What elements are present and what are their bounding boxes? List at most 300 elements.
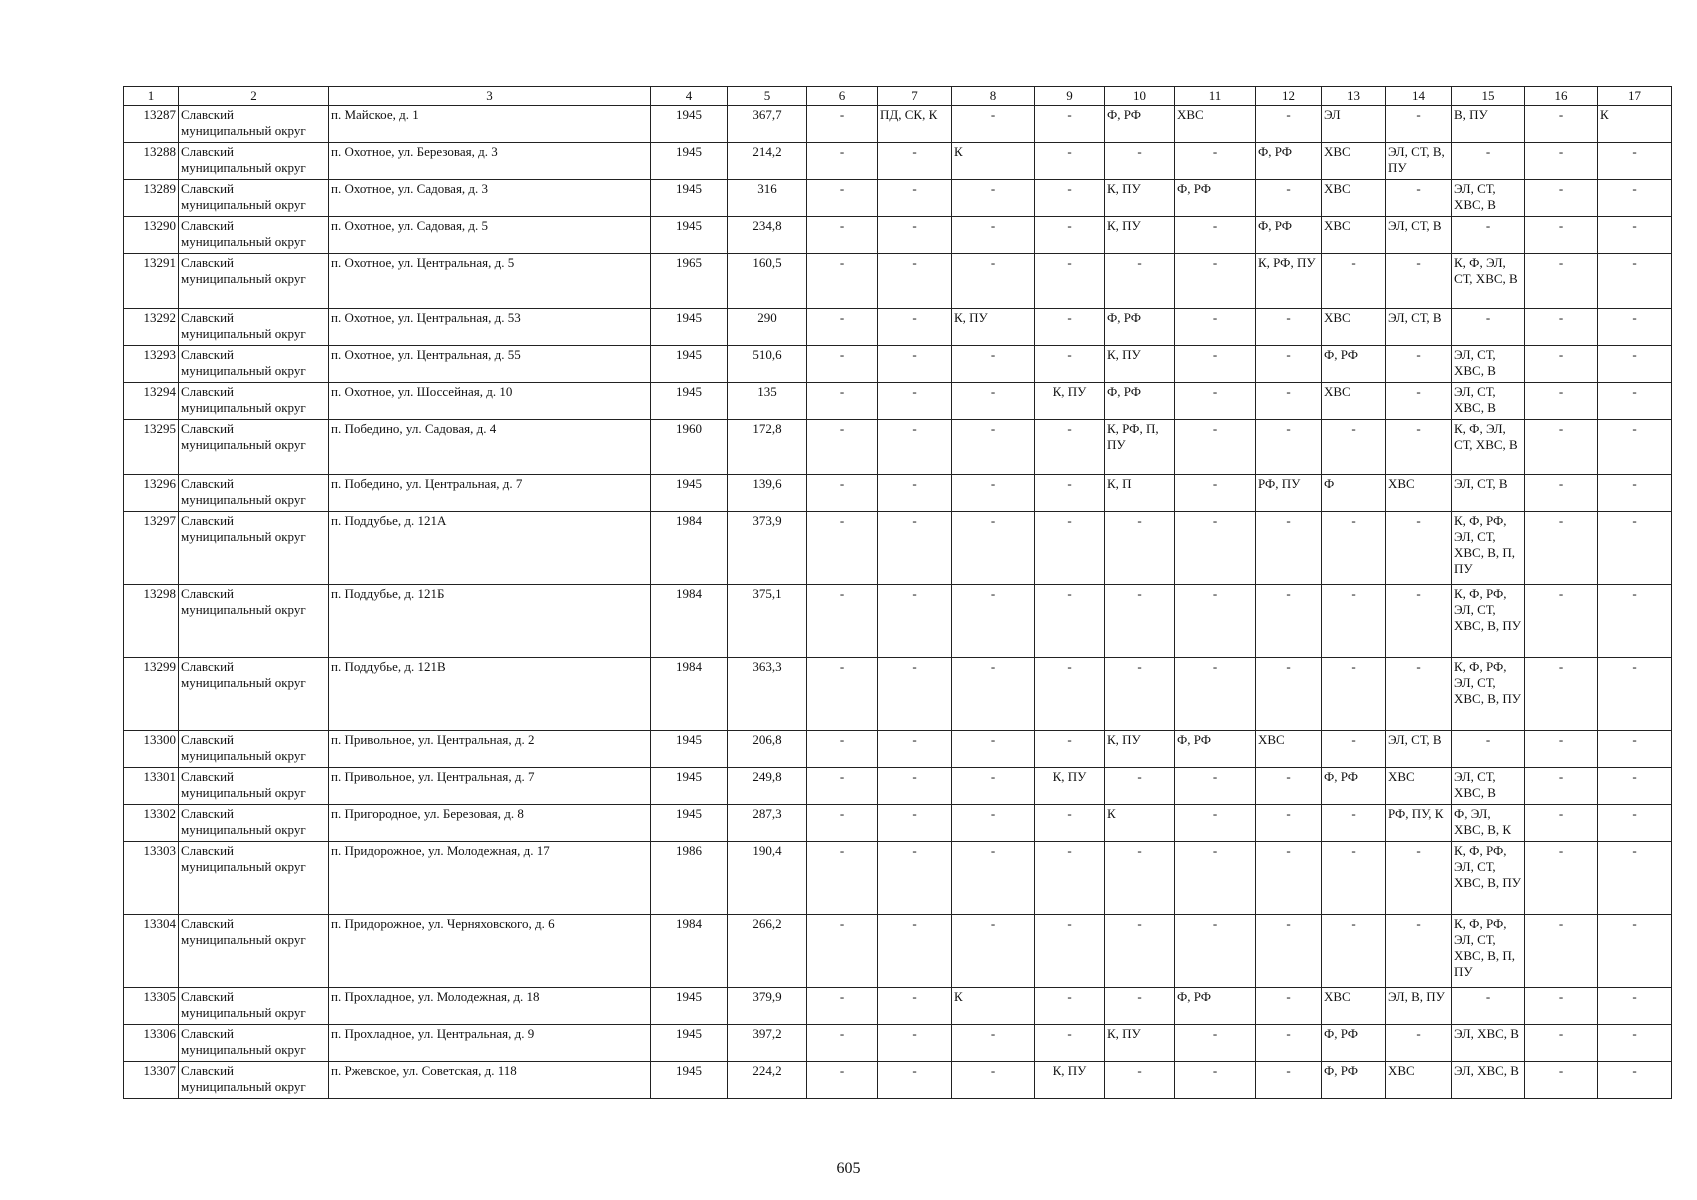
cell-col-5: 214,2 — [728, 143, 807, 180]
cell-col-1: 13297 — [124, 512, 179, 585]
cell-col-17: - — [1598, 988, 1672, 1025]
cell-col-4: 1965 — [651, 254, 728, 309]
cell-col-15: ЭЛ, СТ, ХВС, В — [1452, 768, 1525, 805]
cell-col-8: К, ПУ — [952, 309, 1035, 346]
cell-col-1: 13302 — [124, 805, 179, 842]
cell-col-15: - — [1452, 217, 1525, 254]
cell-col-4: 1984 — [651, 915, 728, 988]
cell-col-10: - — [1105, 915, 1175, 988]
table-row — [124, 217, 1672, 254]
table-row — [124, 805, 1672, 842]
cell-col-11: - — [1175, 346, 1256, 383]
cell-col-17: - — [1598, 1025, 1672, 1062]
cell-col-17: - — [1598, 842, 1672, 915]
cell-col-11: - — [1175, 475, 1256, 512]
table-row — [124, 512, 1672, 585]
cell-col-10: - — [1105, 143, 1175, 180]
cell-col-8: - — [952, 805, 1035, 842]
cell-col-5: 172,8 — [728, 420, 807, 475]
cell-col-14: - — [1386, 842, 1452, 915]
cell-col-15: ЭЛ, СТ, ХВС, В — [1452, 383, 1525, 420]
column-header-1: 1 — [124, 87, 179, 106]
cell-col-8: - — [952, 915, 1035, 988]
cell-col-7: - — [878, 346, 952, 383]
cell-col-17: - — [1598, 731, 1672, 768]
table-row — [124, 383, 1672, 420]
cell-col-7: - — [878, 180, 952, 217]
cell-col-14: - — [1386, 346, 1452, 383]
cell-col-9: - — [1035, 346, 1105, 383]
cell-col-15: ЭЛ, СТ, В — [1452, 475, 1525, 512]
cell-col-3: п. Охотное, ул. Садовая, д. 3 — [329, 180, 651, 217]
cell-col-15: К, Ф, РФ, ЭЛ, СТ, ХВС, В, ПУ — [1452, 658, 1525, 731]
column-header-9: 9 — [1035, 87, 1105, 106]
cell-col-12: - — [1256, 309, 1322, 346]
cell-col-16: - — [1525, 346, 1598, 383]
column-header-4: 4 — [651, 87, 728, 106]
cell-col-5: 363,3 — [728, 658, 807, 731]
cell-col-6: - — [807, 842, 878, 915]
cell-col-2: Славский муниципальный округ — [179, 254, 329, 309]
cell-col-12: - — [1256, 1025, 1322, 1062]
cell-col-4: 1984 — [651, 512, 728, 585]
table-row — [124, 254, 1672, 309]
table-row — [124, 309, 1672, 346]
cell-col-13: - — [1322, 254, 1386, 309]
cell-col-3: п. Победино, ул. Центральная, д. 7 — [329, 475, 651, 512]
cell-col-10: К, РФ, П, ПУ — [1105, 420, 1175, 475]
cell-col-3: п. Придорожное, ул. Молодежная, д. 17 — [329, 842, 651, 915]
cell-col-16: - — [1525, 768, 1598, 805]
cell-col-6: - — [807, 309, 878, 346]
cell-col-1: 13288 — [124, 143, 179, 180]
cell-col-5: 234,8 — [728, 217, 807, 254]
cell-col-5: 510,6 — [728, 346, 807, 383]
cell-col-8: - — [952, 254, 1035, 309]
cell-col-9: К, ПУ — [1035, 383, 1105, 420]
cell-col-7: - — [878, 254, 952, 309]
cell-col-7: - — [878, 915, 952, 988]
table-row — [124, 106, 1672, 143]
cell-col-1: 13303 — [124, 842, 179, 915]
cell-col-8: - — [952, 420, 1035, 475]
table-row — [124, 143, 1672, 180]
cell-col-3: п. Прохладное, ул. Молодежная, д. 18 — [329, 988, 651, 1025]
cell-col-16: - — [1525, 988, 1598, 1025]
cell-col-5: 135 — [728, 383, 807, 420]
cell-col-4: 1945 — [651, 346, 728, 383]
cell-col-2: Славский муниципальный округ — [179, 106, 329, 143]
cell-col-9: - — [1035, 585, 1105, 658]
cell-col-8: К — [952, 988, 1035, 1025]
cell-col-6: - — [807, 217, 878, 254]
cell-col-8: - — [952, 346, 1035, 383]
cell-col-3: п. Охотное, ул. Центральная, д. 55 — [329, 346, 651, 383]
column-header-2: 2 — [179, 87, 329, 106]
cell-col-1: 13301 — [124, 768, 179, 805]
table-row — [124, 988, 1672, 1025]
column-header-13: 13 — [1322, 87, 1386, 106]
cell-col-14: ХВС — [1386, 1062, 1452, 1099]
table-row — [124, 1062, 1672, 1099]
cell-col-6: - — [807, 1062, 878, 1099]
cell-col-13: - — [1322, 512, 1386, 585]
cell-col-1: 13294 — [124, 383, 179, 420]
cell-col-11: - — [1175, 1062, 1256, 1099]
cell-col-14: - — [1386, 658, 1452, 731]
cell-col-17: К — [1598, 106, 1672, 143]
cell-col-9: - — [1035, 842, 1105, 915]
cell-col-16: - — [1525, 1025, 1598, 1062]
cell-col-2: Славский муниципальный округ — [179, 143, 329, 180]
cell-col-16: - — [1525, 915, 1598, 988]
column-header-16: 16 — [1525, 87, 1598, 106]
cell-col-12: - — [1256, 768, 1322, 805]
cell-col-7: - — [878, 217, 952, 254]
register-table — [123, 86, 1672, 1099]
table-row — [124, 475, 1672, 512]
cell-col-12: - — [1256, 180, 1322, 217]
cell-col-6: - — [807, 420, 878, 475]
cell-col-10: Ф, РФ — [1105, 383, 1175, 420]
cell-col-6: - — [807, 254, 878, 309]
cell-col-15: К, Ф, РФ, ЭЛ, СТ, ХВС, В, П, ПУ — [1452, 512, 1525, 585]
table-row — [124, 915, 1672, 988]
cell-col-7: - — [878, 842, 952, 915]
cell-col-13: Ф — [1322, 475, 1386, 512]
cell-col-13: - — [1322, 842, 1386, 915]
cell-col-7: - — [878, 988, 952, 1025]
column-header-17: 17 — [1598, 87, 1672, 106]
cell-col-11: Ф, РФ — [1175, 988, 1256, 1025]
cell-col-4: 1984 — [651, 658, 728, 731]
cell-col-17: - — [1598, 346, 1672, 383]
cell-col-14: - — [1386, 383, 1452, 420]
cell-col-15: Ф, ЭЛ, ХВС, В, К — [1452, 805, 1525, 842]
cell-col-14: ЭЛ, СТ, В — [1386, 217, 1452, 254]
cell-col-1: 13300 — [124, 731, 179, 768]
cell-col-5: 316 — [728, 180, 807, 217]
cell-col-3: п. Охотное, ул. Березовая, д. 3 — [329, 143, 651, 180]
cell-col-16: - — [1525, 512, 1598, 585]
cell-col-17: - — [1598, 309, 1672, 346]
cell-col-10: К — [1105, 805, 1175, 842]
cell-col-6: - — [807, 988, 878, 1025]
cell-col-8: - — [952, 731, 1035, 768]
cell-col-3: п. Охотное, ул. Центральная, д. 5 — [329, 254, 651, 309]
column-header-5: 5 — [728, 87, 807, 106]
table-row — [124, 585, 1672, 658]
cell-col-16: - — [1525, 217, 1598, 254]
cell-col-9: - — [1035, 106, 1105, 143]
cell-col-12: - — [1256, 988, 1322, 1025]
cell-col-1: 13304 — [124, 915, 179, 988]
cell-col-15: ЭЛ, СТ, ХВС, В — [1452, 180, 1525, 217]
cell-col-10: К, ПУ — [1105, 346, 1175, 383]
cell-col-6: - — [807, 731, 878, 768]
cell-col-5: 379,9 — [728, 988, 807, 1025]
cell-col-12: - — [1256, 106, 1322, 143]
column-header-8: 8 — [952, 87, 1035, 106]
cell-col-1: 13292 — [124, 309, 179, 346]
cell-col-13: - — [1322, 915, 1386, 988]
cell-col-7: - — [878, 731, 952, 768]
cell-col-3: п. Прохладное, ул. Центральная, д. 9 — [329, 1025, 651, 1062]
cell-col-5: 266,2 — [728, 915, 807, 988]
table-row — [124, 731, 1672, 768]
cell-col-16: - — [1525, 1062, 1598, 1099]
cell-col-1: 13307 — [124, 1062, 179, 1099]
cell-col-2: Славский муниципальный округ — [179, 383, 329, 420]
cell-col-10: К, ПУ — [1105, 731, 1175, 768]
cell-col-15: К, Ф, РФ, ЭЛ, СТ, ХВС, В, ПУ — [1452, 842, 1525, 915]
cell-col-13: Ф, РФ — [1322, 1025, 1386, 1062]
cell-col-9: - — [1035, 731, 1105, 768]
cell-col-2: Славский муниципальный округ — [179, 309, 329, 346]
cell-col-13: - — [1322, 585, 1386, 658]
cell-col-9: - — [1035, 254, 1105, 309]
cell-col-4: 1945 — [651, 1025, 728, 1062]
cell-col-6: - — [807, 768, 878, 805]
cell-col-8: - — [952, 475, 1035, 512]
cell-col-12: РФ, ПУ — [1256, 475, 1322, 512]
cell-col-3: п. Поддубье, д. 121Б — [329, 585, 651, 658]
cell-col-5: 249,8 — [728, 768, 807, 805]
cell-col-17: - — [1598, 805, 1672, 842]
cell-col-3: п. Победино, ул. Садовая, д. 4 — [329, 420, 651, 475]
cell-col-2: Славский муниципальный округ — [179, 988, 329, 1025]
page-number: 605 — [836, 1160, 861, 1177]
cell-col-2: Славский муниципальный округ — [179, 585, 329, 658]
cell-col-2: Славский муниципальный округ — [179, 1062, 329, 1099]
cell-col-11: - — [1175, 383, 1256, 420]
cell-col-13: - — [1322, 658, 1386, 731]
cell-col-11: - — [1175, 420, 1256, 475]
cell-col-7: - — [878, 1025, 952, 1062]
cell-col-17: - — [1598, 180, 1672, 217]
cell-col-10: К, ПУ — [1105, 1025, 1175, 1062]
cell-col-10: К, ПУ — [1105, 180, 1175, 217]
cell-col-7: - — [878, 585, 952, 658]
cell-col-14: - — [1386, 420, 1452, 475]
cell-col-3: п. Придорожное, ул. Черняховского, д. 6 — [329, 915, 651, 988]
cell-col-3: п. Ржевское, ул. Советская, д. 118 — [329, 1062, 651, 1099]
cell-col-17: - — [1598, 1062, 1672, 1099]
column-header-7: 7 — [878, 87, 952, 106]
column-header-10: 10 — [1105, 87, 1175, 106]
cell-col-10: - — [1105, 988, 1175, 1025]
cell-col-13: ХВС — [1322, 180, 1386, 217]
cell-col-16: - — [1525, 585, 1598, 658]
cell-col-5: 290 — [728, 309, 807, 346]
cell-col-2: Славский муниципальный округ — [179, 475, 329, 512]
table-row — [124, 346, 1672, 383]
cell-col-7: - — [878, 768, 952, 805]
cell-col-3: п. Поддубье, д. 121А — [329, 512, 651, 585]
cell-col-2: Славский муниципальный округ — [179, 658, 329, 731]
cell-col-13: - — [1322, 420, 1386, 475]
cell-col-4: 1945 — [651, 180, 728, 217]
cell-col-12: ХВС — [1256, 731, 1322, 768]
table-row — [124, 768, 1672, 805]
cell-col-3: п. Поддубье, д. 121В — [329, 658, 651, 731]
cell-col-2: Славский муниципальный округ — [179, 420, 329, 475]
cell-col-7: - — [878, 805, 952, 842]
cell-col-5: 190,4 — [728, 842, 807, 915]
cell-col-15: ЭЛ, СТ, ХВС, В — [1452, 346, 1525, 383]
cell-col-5: 287,3 — [728, 805, 807, 842]
cell-col-7: - — [878, 658, 952, 731]
cell-col-16: - — [1525, 420, 1598, 475]
cell-col-10: - — [1105, 254, 1175, 309]
cell-col-10: - — [1105, 1062, 1175, 1099]
cell-col-4: 1945 — [651, 731, 728, 768]
cell-col-4: 1945 — [651, 475, 728, 512]
cell-col-4: 1945 — [651, 1062, 728, 1099]
cell-col-2: Славский муниципальный округ — [179, 1025, 329, 1062]
cell-col-9: - — [1035, 180, 1105, 217]
cell-col-8: - — [952, 106, 1035, 143]
cell-col-9: - — [1035, 915, 1105, 988]
cell-col-7: - — [878, 420, 952, 475]
cell-col-12: К, РФ, ПУ — [1256, 254, 1322, 309]
cell-col-6: - — [807, 585, 878, 658]
cell-col-17: - — [1598, 383, 1672, 420]
cell-col-9: - — [1035, 805, 1105, 842]
cell-col-4: 1984 — [651, 585, 728, 658]
cell-col-2: Славский муниципальный округ — [179, 512, 329, 585]
cell-col-8: - — [952, 383, 1035, 420]
cell-col-12: - — [1256, 512, 1322, 585]
cell-col-8: - — [952, 512, 1035, 585]
cell-col-15: В, ПУ — [1452, 106, 1525, 143]
cell-col-6: - — [807, 180, 878, 217]
cell-col-11: - — [1175, 842, 1256, 915]
cell-col-5: 139,6 — [728, 475, 807, 512]
cell-col-13: ХВС — [1322, 383, 1386, 420]
table-row — [124, 842, 1672, 915]
cell-col-2: Славский муниципальный округ — [179, 915, 329, 988]
cell-col-12: Ф, РФ — [1256, 143, 1322, 180]
cell-col-16: - — [1525, 254, 1598, 309]
cell-col-14: ЭЛ, СТ, В — [1386, 309, 1452, 346]
cell-col-10: Ф, РФ — [1105, 309, 1175, 346]
cell-col-15: - — [1452, 309, 1525, 346]
cell-col-1: 13287 — [124, 106, 179, 143]
cell-col-15: - — [1452, 143, 1525, 180]
cell-col-11: - — [1175, 915, 1256, 988]
cell-col-6: - — [807, 346, 878, 383]
table-body — [124, 106, 1672, 1099]
cell-col-11: - — [1175, 585, 1256, 658]
cell-col-13: Ф, РФ — [1322, 346, 1386, 383]
cell-col-10: Ф, РФ — [1105, 106, 1175, 143]
cell-col-7: - — [878, 383, 952, 420]
column-header-3: 3 — [329, 87, 651, 106]
cell-col-14: - — [1386, 512, 1452, 585]
cell-col-10: - — [1105, 512, 1175, 585]
cell-col-6: - — [807, 512, 878, 585]
cell-col-4: 1945 — [651, 309, 728, 346]
cell-col-17: - — [1598, 143, 1672, 180]
cell-col-13: ХВС — [1322, 217, 1386, 254]
cell-col-11: - — [1175, 512, 1256, 585]
cell-col-9: - — [1035, 512, 1105, 585]
cell-col-4: 1945 — [651, 988, 728, 1025]
cell-col-4: 1960 — [651, 420, 728, 475]
cell-col-1: 13289 — [124, 180, 179, 217]
cell-col-11: - — [1175, 658, 1256, 731]
cell-col-16: - — [1525, 106, 1598, 143]
cell-col-8: - — [952, 658, 1035, 731]
cell-col-14: ЭЛ, В, ПУ — [1386, 988, 1452, 1025]
cell-col-14: ХВС — [1386, 475, 1452, 512]
cell-col-17: - — [1598, 768, 1672, 805]
cell-col-14: - — [1386, 254, 1452, 309]
cell-col-11: - — [1175, 254, 1256, 309]
cell-col-17: - — [1598, 420, 1672, 475]
cell-col-11: - — [1175, 309, 1256, 346]
cell-col-6: - — [807, 805, 878, 842]
cell-col-8: - — [952, 180, 1035, 217]
cell-col-12: - — [1256, 805, 1322, 842]
cell-col-9: К, ПУ — [1035, 768, 1105, 805]
cell-col-12: - — [1256, 383, 1322, 420]
cell-col-2: Славский муниципальный округ — [179, 805, 329, 842]
cell-col-9: - — [1035, 1025, 1105, 1062]
cell-col-1: 13299 — [124, 658, 179, 731]
table-row — [124, 420, 1672, 475]
cell-col-10: - — [1105, 842, 1175, 915]
cell-col-12: - — [1256, 915, 1322, 988]
cell-col-14: РФ, ПУ, К — [1386, 805, 1452, 842]
cell-col-8: - — [952, 1062, 1035, 1099]
cell-col-16: - — [1525, 805, 1598, 842]
cell-col-12: - — [1256, 585, 1322, 658]
column-header-15: 15 — [1452, 87, 1525, 106]
cell-col-4: 1945 — [651, 217, 728, 254]
cell-col-2: Славский муниципальный округ — [179, 180, 329, 217]
cell-col-2: Славский муниципальный округ — [179, 768, 329, 805]
cell-col-11: - — [1175, 143, 1256, 180]
cell-col-7: - — [878, 1062, 952, 1099]
cell-col-4: 1945 — [651, 768, 728, 805]
cell-col-6: - — [807, 475, 878, 512]
cell-col-14: - — [1386, 915, 1452, 988]
cell-col-1: 13295 — [124, 420, 179, 475]
cell-col-14: ХВС — [1386, 768, 1452, 805]
cell-col-12: - — [1256, 346, 1322, 383]
cell-col-12: - — [1256, 658, 1322, 731]
cell-col-3: п. Майское, д. 1 — [329, 106, 651, 143]
cell-col-3: п. Привольное, ул. Центральная, д. 2 — [329, 731, 651, 768]
cell-col-11: Ф, РФ — [1175, 731, 1256, 768]
cell-col-13: ХВС — [1322, 143, 1386, 180]
cell-col-3: п. Охотное, ул. Центральная, д. 53 — [329, 309, 651, 346]
cell-col-4: 1945 — [651, 383, 728, 420]
cell-col-5: 224,2 — [728, 1062, 807, 1099]
cell-col-1: 13306 — [124, 1025, 179, 1062]
cell-col-16: - — [1525, 309, 1598, 346]
column-header-11: 11 — [1175, 87, 1256, 106]
cell-col-17: - — [1598, 585, 1672, 658]
cell-col-5: 375,1 — [728, 585, 807, 658]
cell-col-5: 367,7 — [728, 106, 807, 143]
cell-col-9: - — [1035, 309, 1105, 346]
table-row — [124, 1025, 1672, 1062]
cell-col-2: Славский муниципальный округ — [179, 346, 329, 383]
cell-col-14: - — [1386, 180, 1452, 217]
